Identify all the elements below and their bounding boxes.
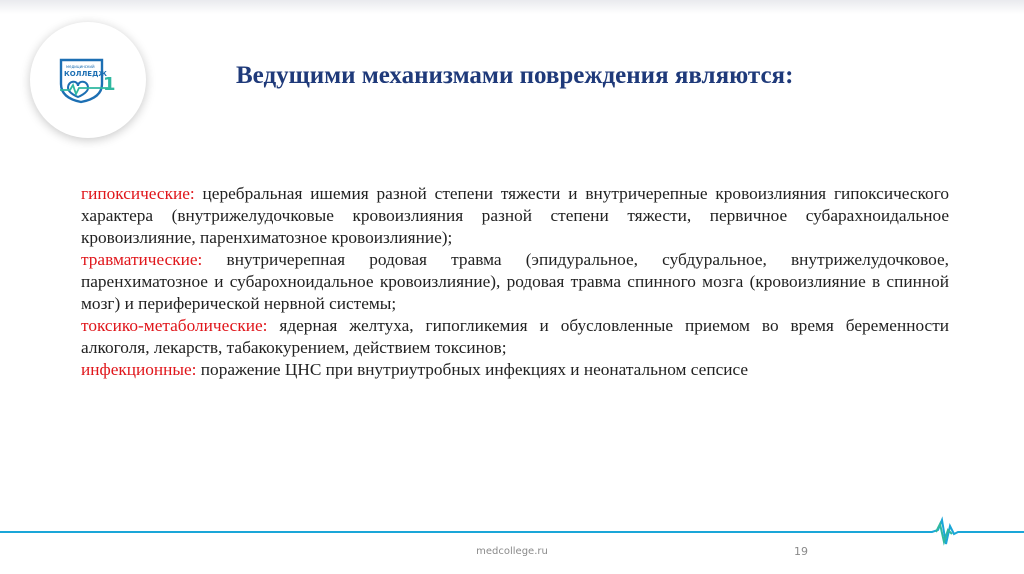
list-item-toxic-metabolic bbox=[81, 315, 949, 359]
term-toxic-metabolic: токсико-метаболические: bbox=[81, 316, 268, 335]
top-shadow bbox=[0, 0, 1024, 14]
logo-label-main: КОЛЛЕДЖ bbox=[64, 70, 107, 78]
term-hypoxic: гипоксические: bbox=[81, 184, 195, 203]
desc-traumatic: внутричерепная родовая травма (эпидуральное, субдуральное, внутрижелудочковое, паренхиматозное и субарохноидальное кровоизлияние), родовая травма спинного мозга (кровоизлияние в спинной мозг) и периферической нервной системы; bbox=[81, 250, 949, 313]
page-number: 19 bbox=[794, 545, 808, 558]
list-item-infectious bbox=[81, 359, 949, 381]
term-infectious: инфекционные: bbox=[81, 360, 197, 379]
term-traumatic: травматические: bbox=[81, 250, 203, 269]
desc-toxic-metabolic: ядерная желтуха, гипогликемия и обусловленные приемом во время беременности алкоголя, лекарств, табакокурением, действием токсинов; bbox=[81, 316, 949, 357]
mechanisms-list bbox=[81, 183, 949, 381]
desc-hypoxic: церебральная ишемия разной степени тяжести и внутричерепные кровоизлияния гипоксического характера (внутрижелудочковые кровоизлияния разной степени тяжести, первичное субарахноидальное кровоизлияние, паренхиматозное кровоизлияние); bbox=[81, 184, 949, 247]
footer-site-url: medcollege.ru bbox=[476, 546, 548, 557]
logo-emblem-icon bbox=[58, 58, 120, 104]
footer-pulse-line bbox=[0, 510, 1024, 550]
logo-label-top: медицинский bbox=[66, 64, 95, 69]
list-item-hypoxic bbox=[81, 183, 949, 249]
list-item-traumatic bbox=[81, 249, 949, 315]
desc-infectious: поражение ЦНС при внутриутробных инфекциях и неонатальном сепсисе bbox=[196, 360, 749, 379]
logo-number: 1 bbox=[103, 74, 116, 95]
slide-title: Ведущими механизмами повреждения являются: bbox=[236, 62, 794, 89]
college-logo bbox=[30, 22, 146, 138]
